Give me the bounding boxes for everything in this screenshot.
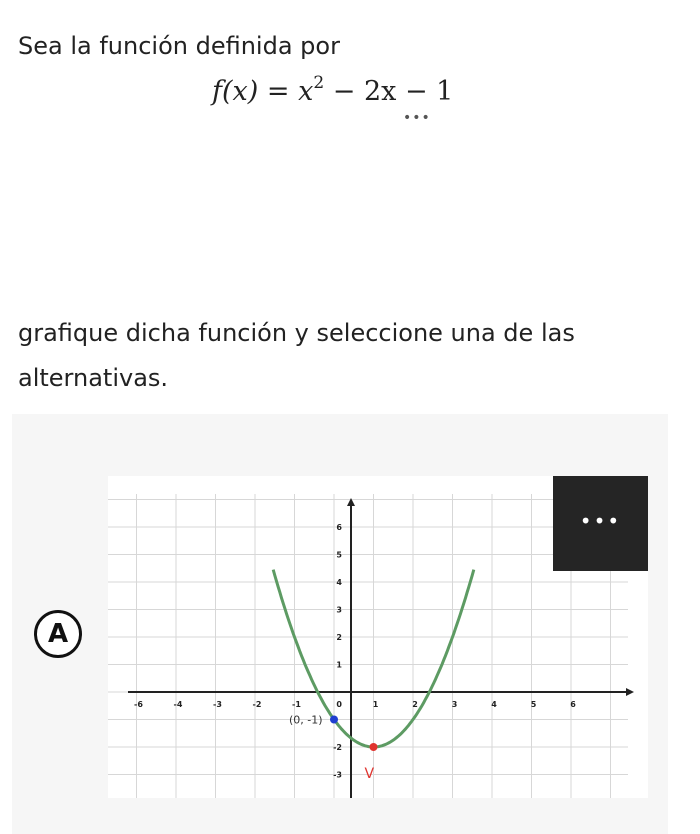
formula-rest: − 2x − 1 (332, 76, 454, 107)
formula-lhs: f(x) (212, 76, 259, 107)
x-tick-label: -1 (292, 700, 301, 709)
y-tick-label: 5 (336, 550, 342, 560)
x-tick-label: -3 (213, 700, 222, 709)
x-tick-label: 3 (451, 700, 458, 709)
x-tick-label: 4 (491, 700, 497, 709)
x-tick-label: -4 (173, 700, 183, 709)
formula-base: x (298, 76, 314, 107)
x-tick-label: 6 (570, 700, 576, 709)
y-tick-label: 2 (336, 633, 342, 642)
x-tick-label: 1 (372, 700, 379, 709)
answer-option-a[interactable] (12, 414, 668, 834)
vertex-label: V (364, 766, 375, 782)
intercept-label: (0, -1) (289, 713, 323, 727)
intercept-point (330, 716, 338, 724)
y-tick-label: 4 (336, 578, 342, 587)
grid-lines (108, 494, 628, 798)
x-tick-label: 5 (530, 700, 537, 709)
function-formula (212, 72, 453, 112)
y-tick-label: -2 (333, 743, 342, 752)
formula-exponent: 2 (313, 73, 325, 93)
x-axis-arrow (626, 688, 634, 696)
option-letter[interactable]: A (34, 610, 82, 658)
vertex-point (370, 743, 378, 751)
x-tick-label: -6 (134, 700, 143, 709)
y-tick-label: 1 (336, 660, 342, 670)
formula-more-icon[interactable]: ••• (403, 110, 431, 126)
formula-equals: = (266, 76, 290, 107)
question-instruction: grafique dicha función y seleccione una de las alternativas. (18, 319, 575, 392)
more-options-button[interactable]: ••• (553, 476, 648, 571)
y-tick-label: -3 (333, 770, 342, 780)
origin-label: 0 (336, 700, 342, 709)
x-tick-label: 2 (412, 700, 418, 709)
x-tick-label: -2 (252, 700, 262, 709)
y-tick-label: 3 (336, 605, 342, 615)
question-intro: Sea la función definida por (18, 32, 340, 60)
y-tick-label: 6 (336, 523, 342, 532)
